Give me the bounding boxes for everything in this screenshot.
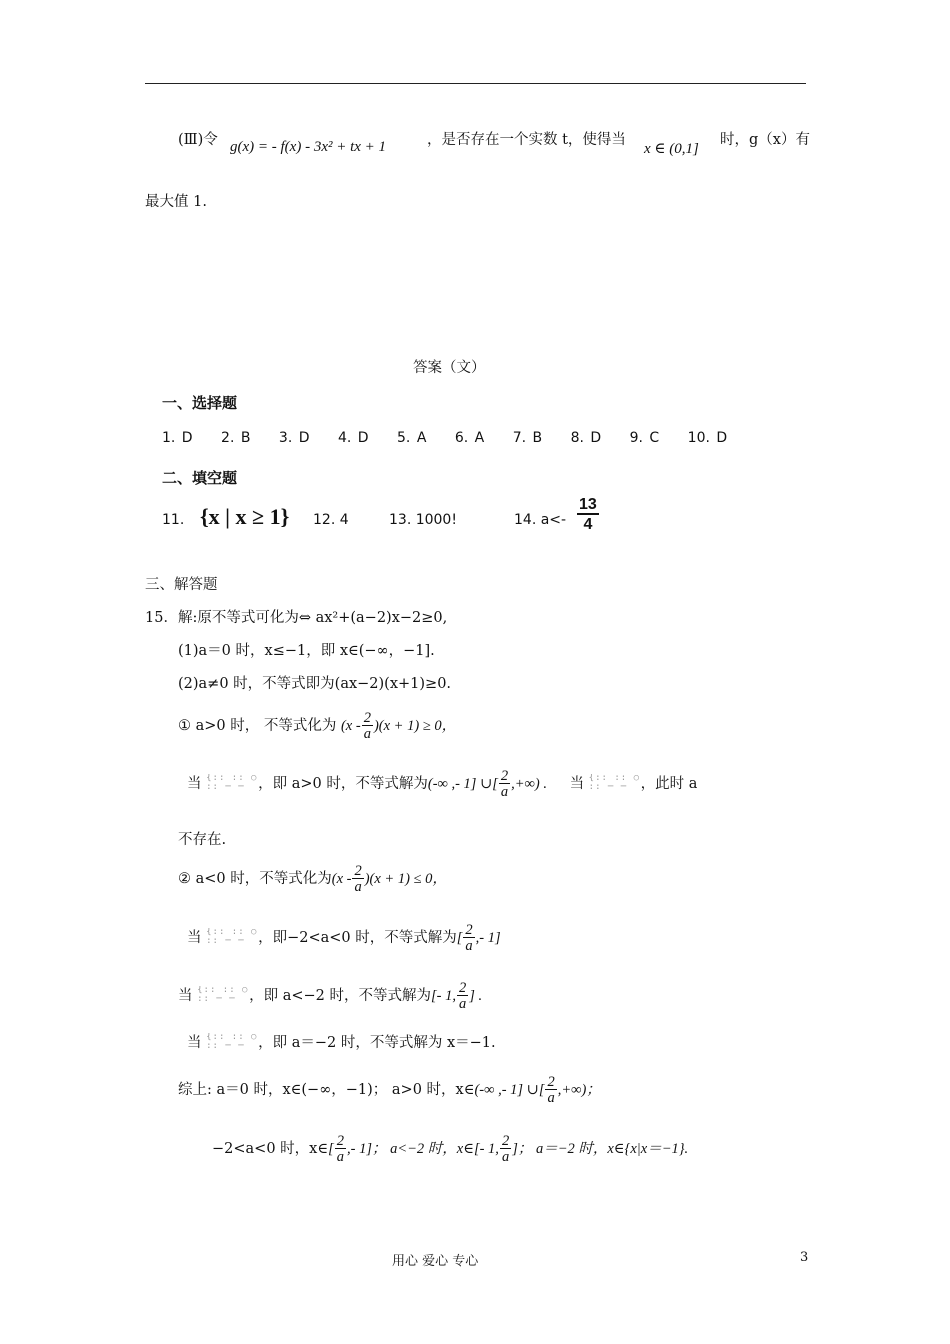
fraction-2-over-a: $\frac{2}{a}$ <box>363 709 371 742</box>
choice-7: 7. B <box>512 430 543 446</box>
q15-line4-text: ① a>0 时， 不等式化为 <box>178 718 337 734</box>
q15-line4-expr-b: )(x + 1) ≥ 0， <box>373 718 457 734</box>
section-fill-heading: 二、填空题 <box>162 469 238 487</box>
fill-q13: 13. 1000! <box>389 512 457 528</box>
fill-q14-numerator: 13 <box>579 496 597 513</box>
choice-1: 1. D <box>162 430 193 446</box>
system-image-placeholder: {:: :: ○ :: ─ ─ <box>206 774 258 792</box>
choice-4: 4. D <box>337 430 369 446</box>
fraction-2-over-a: $\frac{2}{a}$ <box>336 1132 344 1165</box>
q15-line4 <box>178 705 456 747</box>
q15-line3: (2)a≠0 时，不等式即为(ax−2)(x+1)≥0. <box>178 676 452 692</box>
choice-2: 2. B <box>221 430 251 446</box>
fill-q14-label: 14. a<- <box>514 512 567 528</box>
fill-q14-denominator: 4 <box>577 513 599 533</box>
system-image-placeholder: {:: :: ○ :: ─ ─ <box>206 928 258 946</box>
choice-3: 3. D <box>278 430 310 446</box>
fraction-2-over-a: $\frac{2}{a}$ <box>501 1132 510 1165</box>
fraction-2-over-a: $\frac{2}{a}$ <box>465 921 473 954</box>
q15-line2: (1)a＝0 时，x≤−1，即 x∈(−∞，−1]. <box>178 643 435 659</box>
part3-intro: (Ⅲ)令 <box>178 132 218 148</box>
fill-q14-fraction <box>577 497 599 533</box>
system-image-placeholder: {:: :: ○ :: ─ ─ <box>588 774 641 792</box>
answer-title: 答案（文） <box>413 360 486 376</box>
part3-formula: g(x) = - f(x) - 3x² + tx + 1 <box>230 139 387 155</box>
system-image-placeholder: {:: :: ○ :: ─ ─ <box>197 986 249 1004</box>
section-choice-heading: 一、选择题 <box>162 394 238 412</box>
fill-q11-value: {x | x ≥ 1} <box>200 504 290 529</box>
q15-summary-line2: −2<a<0 时，x∈[ $\frac{2}{a}$ ,- 1]； a<−2 时，x∈[- 1, $\frac{2}{a}$ ]； a＝−2 时，x∈{x|x＝−1}. <box>212 1132 689 1165</box>
fill-q12: 12. 4 <box>313 512 349 528</box>
part3-line1 <box>178 128 218 149</box>
fill-q11-label: 11. <box>162 512 185 528</box>
choice-answers <box>162 430 727 446</box>
footer-motto: 用心 爱心 专心 <box>392 1254 479 1269</box>
q15-line4-expr-a: (x - <box>340 718 361 734</box>
choice-8: 8. D <box>570 430 602 446</box>
part3-text1: ，是否存在一个实数 t，使得当 <box>427 132 626 148</box>
part3-text2: 时，g（x）有 <box>720 132 810 148</box>
part3-interval: x ∈ (0,1] <box>644 141 699 157</box>
system-image-placeholder: {:: :: ○ :: ─ ─ <box>206 1033 258 1051</box>
q15-summary-line1: 综上: a＝0 时，x∈(−∞，−1)； a>0 时，x∈(-∞ ,- 1] ∪[ $\frac{2}{a}$ ,+∞)； <box>178 1073 601 1106</box>
fraction-2-over-a: $\frac{2}{a}$ <box>354 862 362 895</box>
choice-9: 9. C <box>629 430 660 446</box>
choice-10: 10. D <box>687 430 728 446</box>
q15-line10: 当 {:: :: ○ :: ─ ─ ，即 a＝−2 时，不等式解为 x＝−1. <box>187 1033 496 1051</box>
choice-5: 5. A <box>397 430 427 446</box>
q15-line9: 当 {:: :: ○ :: ─ ─ ，即 a<−2 时，不等式解为[- 1, $\frac{2}{a}$ ] . <box>178 979 483 1012</box>
fraction-2-over-a: $\frac{2}{a}$ <box>458 979 467 1012</box>
choice-6: 6. A <box>454 430 485 446</box>
page-number: 3 <box>800 1250 809 1265</box>
q15-line8: 当 {:: :: ○ :: ─ ─ ，即−2<a<0 时，不等式解为[ $\frac{2}{a}$ ,- 1] <box>187 921 501 954</box>
part3-line2: 最大值 1. <box>145 194 207 210</box>
fraction-2-over-a: $\frac{2}{a}$ <box>547 1073 555 1106</box>
q15-line1: 15．解:原不等式可化为⇔ ax²+(a−2)x−2≥0, <box>145 610 448 626</box>
header-rule <box>145 83 806 84</box>
fraction-2-over-a: $\frac{2}{a}$ <box>500 767 509 800</box>
q15-line7: ② a<0 时，不等式化为(x - $\frac{2}{a}$ )(x + 1) ≤ 0， <box>178 862 447 895</box>
section-solve-heading: 三、解答题 <box>145 577 218 593</box>
q15-line6: 不存在. <box>178 832 227 848</box>
q15-line5: 当 {:: :: ○ :: ─ ─ ，即 a>0 时，不等式解为(-∞ ,- 1] ∪[ $\frac{2}{a}$ ,+∞) . 当 {:: :: ○ :: ─ ─ ，此时 a <box>187 767 698 800</box>
